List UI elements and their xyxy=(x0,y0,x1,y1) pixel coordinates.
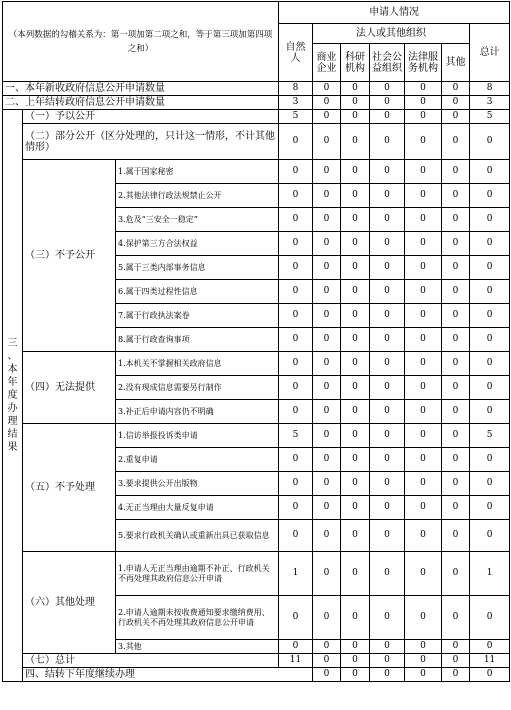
cell-research: 0 xyxy=(341,640,370,654)
research-header: 科研机构 xyxy=(341,44,370,82)
cell-natural: 0 xyxy=(279,304,313,328)
section3-label: 三 、 本 年 度 办 理 结 果 xyxy=(3,110,23,682)
cell-other: 0 xyxy=(442,448,470,472)
cell-natural: 1 xyxy=(279,552,313,596)
cell-total: 0 xyxy=(470,520,510,552)
cell-natural: 0 xyxy=(279,160,313,184)
cell-natural: 0 xyxy=(279,640,313,654)
cell-legal-service: 0 xyxy=(405,124,442,160)
cell-research: 0 xyxy=(341,256,370,280)
g4-label: （四）无法提供 xyxy=(23,352,116,424)
section1-label: 一、本年新收政府信息公开申请数量 xyxy=(3,82,279,96)
cell-commercial: 0 xyxy=(313,424,341,448)
cell-commercial: 0 xyxy=(313,110,341,124)
cell-natural: 0 xyxy=(279,520,313,552)
cell-research: 0 xyxy=(341,352,370,376)
cell-natural: 0 xyxy=(279,124,313,160)
cell-legal-service: 0 xyxy=(405,184,442,208)
cell-other: 0 xyxy=(442,160,470,184)
cell-other: 0 xyxy=(442,256,470,280)
cell-commercial: 0 xyxy=(341,668,370,682)
cell-legal-service: 0 xyxy=(405,232,442,256)
cell-legal-service: 0 xyxy=(405,208,442,232)
table-row xyxy=(3,160,510,184)
commercial-header: 商业企业 xyxy=(313,44,341,82)
cell-total: 5 xyxy=(470,110,510,124)
cell-social: 0 xyxy=(370,448,405,472)
cell-commercial: 0 xyxy=(313,160,341,184)
row-label: 2.重复申请 xyxy=(116,448,279,472)
cell-other: 0 xyxy=(442,110,470,124)
g1-label: （一）予以公开 xyxy=(23,110,279,124)
cell-research: 0 xyxy=(341,400,370,424)
cell-natural: 0 xyxy=(279,376,313,400)
cell-social: 0 xyxy=(370,96,405,110)
cell-other: 0 xyxy=(442,328,470,352)
cell-commercial: 0 xyxy=(313,400,341,424)
table-row xyxy=(3,668,510,682)
cell-social: 0 xyxy=(370,654,405,668)
cell-natural: 5 xyxy=(279,110,313,124)
cell-commercial: 0 xyxy=(313,552,341,596)
g6-label: （六）其他处理 xyxy=(23,552,116,654)
cell-research: 0 xyxy=(341,654,370,668)
cell-total: 0 xyxy=(470,184,510,208)
row-label: 4.保护第三方合法权益 xyxy=(116,232,279,256)
cell-other: 0 xyxy=(442,520,470,552)
cell-research: 0 xyxy=(341,160,370,184)
table-row xyxy=(3,124,510,160)
cell-total: 0 xyxy=(470,448,510,472)
cell-legal-service: 0 xyxy=(405,472,442,496)
cell-natural: 11 xyxy=(279,654,313,668)
table-row xyxy=(3,82,510,96)
cell-research: 0 xyxy=(341,520,370,552)
row-label: 3.其他 xyxy=(116,640,279,654)
cell-natural: 0 xyxy=(279,232,313,256)
cell-natural: 3 xyxy=(279,96,313,110)
cell-social: 0 xyxy=(370,520,405,552)
cell-total: 0 xyxy=(470,376,510,400)
cell-commercial: 0 xyxy=(313,280,341,304)
cell-other: 0 xyxy=(442,208,470,232)
cell-social: 0 xyxy=(370,640,405,654)
cell-legal-service: 0 xyxy=(405,352,442,376)
cell-legal-service: 0 xyxy=(405,654,442,668)
cell-legal-service: 0 xyxy=(405,110,442,124)
cell-research: 0 xyxy=(341,376,370,400)
cell-other: 0 xyxy=(442,376,470,400)
cell-research: 0 xyxy=(341,208,370,232)
cell-research: 0 xyxy=(341,496,370,520)
table-row xyxy=(3,352,510,376)
cell-social: 0 xyxy=(370,552,405,596)
row-label: 2.其他法律行政法规禁止公开 xyxy=(116,184,279,208)
g2-label: （二）部分公开（区分处理的，只计这一情形，不计其他情形） xyxy=(23,124,279,160)
cell-commercial: 0 xyxy=(313,596,341,640)
table-row xyxy=(3,110,510,124)
cell-total: 0 xyxy=(470,280,510,304)
cell-total: 1 xyxy=(470,552,510,596)
other-header: 其他 xyxy=(442,44,470,82)
cell-legal-service: 0 xyxy=(405,596,442,640)
row-label: 2.申请人逾期未按收费通知要求缴纳费用、行政机关不再处理其政府信息公开申请 xyxy=(116,596,279,640)
cell-legal-service: 0 xyxy=(405,256,442,280)
cell-natural: 0 xyxy=(279,400,313,424)
cell-total: 0 xyxy=(470,256,510,280)
cell-legal-service: 0 xyxy=(442,668,470,682)
cell-other: 0 xyxy=(442,400,470,424)
cell-total: 0 xyxy=(470,472,510,496)
table-row xyxy=(3,96,510,110)
cell-other: 0 xyxy=(442,82,470,96)
cell-total: 3 xyxy=(470,96,510,110)
cell-research: 0 xyxy=(341,448,370,472)
row-label: 5.要求行政机关确认或重新出具已获取信息 xyxy=(116,520,279,552)
cell-commercial: 0 xyxy=(313,82,341,96)
cell-other: 0 xyxy=(442,552,470,596)
cell-natural: 0 xyxy=(313,668,341,682)
cell-commercial: 0 xyxy=(313,496,341,520)
cell-total: 0 xyxy=(470,208,510,232)
cell-social: 0 xyxy=(370,280,405,304)
cell-natural: 5 xyxy=(279,424,313,448)
cell-social: 0 xyxy=(370,184,405,208)
row-label: 3.危及“三安全一稳定” xyxy=(116,208,279,232)
cell-total: 0 xyxy=(470,160,510,184)
cell-total: 11 xyxy=(470,654,510,668)
row-label: 1.属于国家秘密 xyxy=(116,160,279,184)
cell-other: 0 xyxy=(442,472,470,496)
cell-social: 0 xyxy=(370,232,405,256)
cell-natural: 0 xyxy=(279,352,313,376)
section4-label: 四、结转下年度继续办理 xyxy=(23,668,313,682)
row-label: 2.没有现成信息需要另行制作 xyxy=(116,376,279,400)
cell-total: 0 xyxy=(470,124,510,160)
section2-label: 二、上年结转政府信息公开申请数量 xyxy=(3,96,279,110)
cell-research: 0 xyxy=(341,280,370,304)
cell-commercial: 0 xyxy=(313,472,341,496)
cell-research: 0 xyxy=(370,668,405,682)
cell-other: 0 xyxy=(442,352,470,376)
cell-legal-service: 0 xyxy=(405,328,442,352)
cell-research: 0 xyxy=(341,304,370,328)
cell-legal-service: 0 xyxy=(405,96,442,110)
cell-social: 0 xyxy=(370,110,405,124)
cell-legal-service: 0 xyxy=(405,280,442,304)
cell-commercial: 0 xyxy=(313,96,341,110)
cell-other: 0 xyxy=(470,668,510,682)
cell-total: 5 xyxy=(470,424,510,448)
row-label: 1.申请人无正当理由逾期不补正、行政机关不再处理其政府信息公开申请 xyxy=(116,552,279,596)
row-label: 1.本机关不掌握相关政府信息 xyxy=(116,352,279,376)
cell-natural: 0 xyxy=(279,472,313,496)
cell-research: 0 xyxy=(341,82,370,96)
g3-label: （三）不予公开 xyxy=(23,160,116,352)
cell-social: 0 xyxy=(370,256,405,280)
cell-total: 0 xyxy=(470,640,510,654)
cell-research: 0 xyxy=(341,232,370,256)
applicant-situation-header: 申请人情况 xyxy=(279,2,510,24)
cell-research: 0 xyxy=(341,96,370,110)
total-header: 总计 xyxy=(470,24,510,82)
natural-person-header: 自然人 xyxy=(279,24,313,82)
cell-commercial: 0 xyxy=(313,520,341,552)
cell-other: 0 xyxy=(442,304,470,328)
cell-social: 0 xyxy=(370,82,405,96)
cell-research: 0 xyxy=(341,552,370,596)
table-row xyxy=(3,654,510,668)
cell-other: 0 xyxy=(442,184,470,208)
cell-social: 0 xyxy=(370,376,405,400)
cell-commercial: 0 xyxy=(313,184,341,208)
row-label: 8.属于行政查询事项 xyxy=(116,328,279,352)
cell-legal-service: 0 xyxy=(405,552,442,596)
cell-research: 0 xyxy=(341,596,370,640)
cell-natural: 0 xyxy=(279,256,313,280)
cell-legal-service: 0 xyxy=(405,496,442,520)
cell-legal-service: 0 xyxy=(405,400,442,424)
social-header: 社会公益组织 xyxy=(370,44,405,82)
row-label: 7.属于行政执法案卷 xyxy=(116,304,279,328)
cell-commercial: 0 xyxy=(313,654,341,668)
cell-social: 0 xyxy=(370,208,405,232)
cell-research: 0 xyxy=(341,328,370,352)
cell-total: 0 xyxy=(470,328,510,352)
cell-natural: 0 xyxy=(279,596,313,640)
cell-legal-service: 0 xyxy=(405,376,442,400)
cell-social: 0 xyxy=(370,304,405,328)
table-note: （本列数据的勾稽关系为：第一项加第二项之和，等于第三项加第四项之和） xyxy=(3,2,279,82)
cell-social: 0 xyxy=(370,328,405,352)
cell-social: 0 xyxy=(370,124,405,160)
cell-natural: 0 xyxy=(279,328,313,352)
cell-other: 0 xyxy=(442,654,470,668)
cell-legal-service: 0 xyxy=(405,424,442,448)
cell-research: 0 xyxy=(341,184,370,208)
row-label: 1.信访举报投诉类申请 xyxy=(116,424,279,448)
row-label: 5.属于三类内部事务信息 xyxy=(116,256,279,280)
cell-social: 0 xyxy=(370,496,405,520)
cell-commercial: 0 xyxy=(313,256,341,280)
cell-social: 0 xyxy=(370,596,405,640)
cell-other: 0 xyxy=(442,232,470,256)
cell-other: 0 xyxy=(442,424,470,448)
cell-social: 0 xyxy=(370,472,405,496)
cell-natural: 8 xyxy=(279,82,313,96)
cell-commercial: 0 xyxy=(313,352,341,376)
row-label: 3.要求提供公开出版物 xyxy=(116,472,279,496)
row-label: 4.无正当理由大量反复申请 xyxy=(116,496,279,520)
cell-other: 0 xyxy=(442,124,470,160)
cell-natural: 0 xyxy=(279,184,313,208)
cell-social: 0 xyxy=(370,352,405,376)
cell-other: 0 xyxy=(442,596,470,640)
legal-service-header: 法律服务机构 xyxy=(405,44,442,82)
cell-total: 0 xyxy=(470,496,510,520)
cell-legal-service: 0 xyxy=(405,160,442,184)
cell-commercial: 0 xyxy=(313,640,341,654)
cell-social: 0 xyxy=(405,668,442,682)
legal-group-header: 法人或其他组织 xyxy=(313,24,470,44)
cell-other: 0 xyxy=(442,280,470,304)
cell-legal-service: 0 xyxy=(405,304,442,328)
cell-commercial: 0 xyxy=(313,232,341,256)
row-label: 6.属于四类过程性信息 xyxy=(116,280,279,304)
cell-commercial: 0 xyxy=(313,208,341,232)
cell-social: 0 xyxy=(370,424,405,448)
cell-total: 0 xyxy=(470,304,510,328)
cell-legal-service: 0 xyxy=(405,82,442,96)
g5-label: （五）不予处理 xyxy=(23,424,116,552)
cell-natural: 0 xyxy=(279,448,313,472)
cell-commercial: 0 xyxy=(313,448,341,472)
cell-natural: 0 xyxy=(279,496,313,520)
cell-research: 0 xyxy=(341,472,370,496)
cell-research: 0 xyxy=(341,110,370,124)
cell-commercial: 0 xyxy=(313,328,341,352)
cell-total: 8 xyxy=(470,82,510,96)
g7-label: （七）总计 xyxy=(23,654,279,668)
cell-legal-service: 0 xyxy=(405,520,442,552)
cell-commercial: 0 xyxy=(313,376,341,400)
cell-social: 0 xyxy=(370,160,405,184)
table-row xyxy=(3,424,510,448)
table-row xyxy=(3,552,510,596)
row-label: 3.补正后申请内容仍不明确 xyxy=(116,400,279,424)
cell-legal-service: 0 xyxy=(405,640,442,654)
cell-total: 0 xyxy=(470,596,510,640)
cell-other: 0 xyxy=(442,496,470,520)
cell-natural: 0 xyxy=(279,280,313,304)
gov-info-disclosure-table xyxy=(2,1,510,682)
cell-natural: 0 xyxy=(279,208,313,232)
cell-commercial: 0 xyxy=(313,304,341,328)
cell-total: 0 xyxy=(470,400,510,424)
cell-other: 0 xyxy=(442,96,470,110)
cell-research: 0 xyxy=(341,124,370,160)
cell-total: 0 xyxy=(470,352,510,376)
cell-other: 0 xyxy=(442,640,470,654)
cell-research: 0 xyxy=(341,424,370,448)
cell-commercial: 0 xyxy=(313,124,341,160)
cell-social: 0 xyxy=(370,400,405,424)
cell-total: 0 xyxy=(470,232,510,256)
cell-legal-service: 0 xyxy=(405,448,442,472)
